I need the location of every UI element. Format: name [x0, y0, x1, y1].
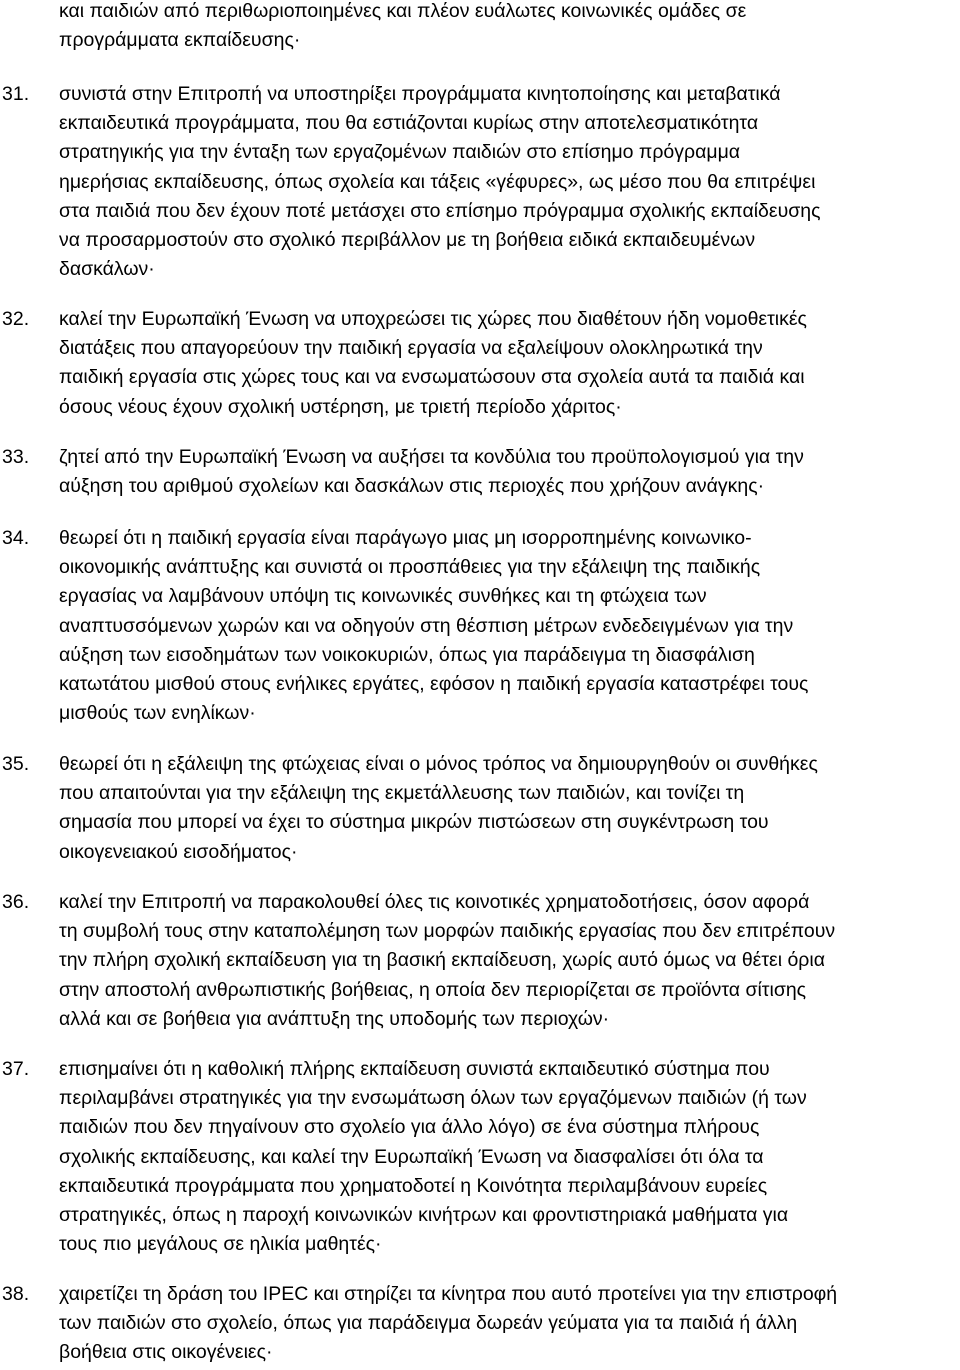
text-line: οικογενειακού εισοδήματος·	[59, 840, 298, 863]
text-line: στην αποστολή ανθρωπιστικής βοήθειας, η οποία δεν περιορίζεται σε προϊόντα σίτισης	[59, 978, 807, 1001]
text-line: προγράμματα εκπαίδευσης·	[59, 29, 301, 52]
text-line: σημασία που μπορεί να έχει το σύστημα μικρών πιστώσεων στη συγκέντρωση του	[59, 811, 769, 834]
text-line: παιδική εργασία στις χώρες τους και να ενσωματώσουν στα σχολεία αυτά τα παιδιά και	[59, 366, 805, 389]
paragraph-number: 36.	[2, 891, 30, 913]
text-line: ζητεί από την Ευρωπαϊκή Ένωση να αυξήσει τα κονδύλια του προϋπολογισμού για την	[59, 446, 804, 468]
text-line: καλεί την Επιτροπή να παρακολουθεί όλες τις κοινοτικές χρηματοδοτήσεις, όσον αφορά	[59, 891, 810, 913]
text-line: συνιστά στην Επιτροπή να υποστηρίξει προγράμματα κινητοποίησης και μεταβατικά	[59, 83, 781, 105]
paragraph-text	[59, 1055, 959, 1259]
text-line: οικονομικής ανάπτυξης και συνιστά οι προσπάθειες για την εξάλειψη της παιδικής	[59, 556, 761, 579]
paragraph-number: 33.	[2, 446, 30, 468]
text-line: επισημαίνει ότι η καθολική πλήρης εκπαίδευση συνιστά εκπαιδευτικό σύστημα που	[59, 1058, 770, 1080]
text-line: θεωρεί ότι η παιδική εργασία είναι παράγωγο μιας μη ισορροπημένης κοινωνικο-	[59, 527, 752, 549]
text-line: καλεί την Ευρωπαϊκή Ένωση να υποχρεώσει τις χώρες που διαθέτουν ήδη νομοθετικές	[59, 308, 807, 330]
text-line: παιδιών που δεν πηγαίνουν στο σχολείο για άλλο λόγο) σε ένα σύστημα πλήρους	[59, 1116, 760, 1139]
paragraph-text	[59, 524, 959, 728]
text-line: θεωρεί ότι η εξάλειψη της φτώχειας είναι ο μόνος τρόπος να δημιουργηθούν οι συνθήκες	[59, 753, 818, 775]
text-line: αλλά και σε βοήθεια για ανάπτυξη της υποδομής των περιοχών·	[59, 1007, 610, 1030]
text-line: περιλαμβάνει στρατηγικές για την ενσωμάτωση όλων των εργαζόμενων παιδιών (ή των	[59, 1087, 807, 1110]
text-line: δασκάλων·	[59, 258, 155, 281]
text-line: εκπαιδευτικά προγράμματα, που θα εστιάζονται κυρίως στην αποτελεσματικότητα	[59, 112, 759, 135]
text-line: μισθούς των ενηλίκων·	[59, 702, 256, 725]
text-line: διατάξεις που απαγορεύουν την παιδική εργασία να εξαλείψουν ολοκληρωτικά την	[59, 337, 763, 360]
text-line: κατωτάτου μισθού στους ενήλικες εργάτες, εφόσον η παιδική εργασία καταστρέφει τους	[59, 673, 809, 696]
paragraph-number: 32.	[2, 308, 30, 330]
paragraph-number: 38.	[2, 1283, 30, 1305]
paragraph-text	[59, 0, 959, 55]
paragraph-text	[59, 305, 959, 422]
text-line: τους πιο μεγάλους σε ηλικία μαθητές·	[59, 1233, 382, 1256]
text-line: στα παιδιά που δεν έχουν ποτέ μετάσχει στο επίσημο πρόγραμμα σχολικής εκπαίδευσης	[59, 199, 821, 222]
paragraph-number: 37.	[2, 1058, 30, 1080]
text-line: αύξηση του αριθμού σχολείων και δασκάλων στις περιοχές που χρήζουν ανάγκης·	[59, 475, 765, 498]
text-line: την πλήρη σχολική εκπαίδευση για τη βασική εκπαίδευση, χωρίς αυτό όμως να θέτει όρια	[59, 949, 825, 972]
text-line: εκπαιδευτικά προγράμματα που χρηματοδοτεί η Κοινότητα περιλαμβάνουν ευρείες	[59, 1174, 768, 1197]
paragraph-number: 35.	[2, 753, 30, 775]
paragraph-text	[59, 443, 959, 501]
text-line: στρατηγικής για την ένταξη των εργαζομένων παιδιών στο επίσημο πρόγραμμα	[59, 141, 741, 164]
paragraph-text	[59, 750, 959, 867]
text-line: χαιρετίζει τη δράση του IPEC και στηρίζει τα κίνητρα που αυτό προτείνει για την επιστροφή	[59, 1283, 838, 1305]
paragraph-number: 34.	[2, 527, 30, 549]
paragraph-number: 31.	[2, 83, 30, 105]
text-line: και παιδιών από περιθωριοποιημένες και πλέον ευάλωτες κοινωνικές ομάδες σε	[59, 0, 747, 22]
paragraph-text	[59, 80, 959, 284]
text-line: τη συμβολή τους στην καταπολέμηση των μορφών παιδικής εργασίας που δεν επιτρέπουν	[59, 920, 836, 943]
paragraph-text	[59, 888, 959, 1034]
text-line: στρατηγικές, όπως η παροχή κοινωνικών κινήτρων και φροντιστηριακά μαθήματα για	[59, 1204, 789, 1227]
text-line: εργασίας να λαμβάνουν υπόψη τις κοινωνικές συνθήκες και τη φτώχεια των	[59, 585, 707, 608]
text-line: βοήθεια στις οικογένειες·	[59, 1341, 273, 1364]
text-line: που απαιτούνται για την εξάλειψη της εκμετάλλευσης των παιδιών, και τονίζει τη	[59, 782, 745, 805]
text-line: να προσαρμοστούν στο σχολικό περιβάλλον με τη βοήθεια ειδικά εκπαιδευμένων	[59, 229, 756, 252]
text-line: ημερήσιας εκπαίδευσης, όπως σχολεία και τάξεις «γέφυρες», ως μέσο που θα επιτρέψει	[59, 170, 816, 193]
text-line: όσους νέους έχουν σχολική υστέρηση, με τριετή περίοδο χάριτος·	[59, 395, 622, 418]
text-line: σχολικής εκπαίδευσης, και καλεί την Ευρωπαϊκή Ένωση να διασφαλίσει ότι όλα τα	[59, 1145, 764, 1168]
text-line: των παιδιών στο σχολείο, όπως για παράδειγμα δωρεάν γεύματα για τα παιδιά ή άλλη	[59, 1312, 798, 1335]
paragraph-text	[59, 1280, 959, 1368]
text-line: αύξηση των εισοδημάτων των νοικοκυριών, όπως για παράδειγμα τη διασφάλιση	[59, 643, 755, 666]
text-line: αναπτυσσόμενων χωρών και να οδηγούν στη θέσπιση μέτρων ενδεδειγμένων για την	[59, 614, 794, 637]
